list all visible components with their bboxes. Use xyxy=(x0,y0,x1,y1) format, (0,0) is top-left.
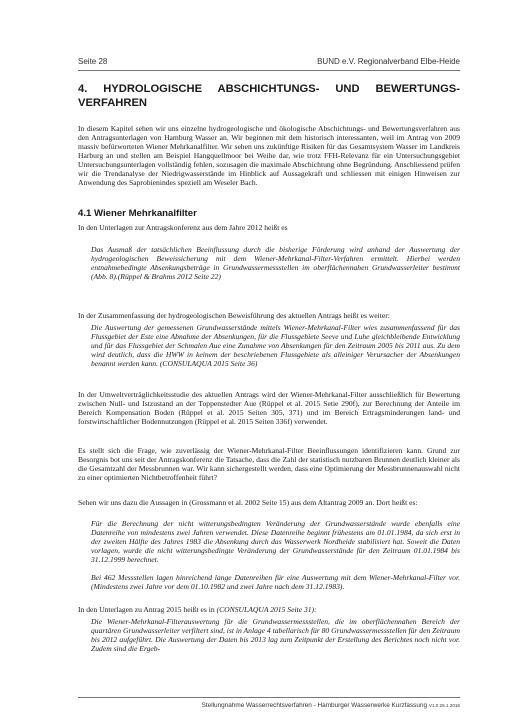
intro-paragraph: In diesem Kapitel sehen wir uns einzelne hydrogeologische und ökologische Abschichtungs- und Bewertungsverfahren aus den Antragsunterlagen von Hamburg Wasser an. Wir beginnen mit dem historisch interessanten, weil im Antrag von 2009 massiv befürworteten Wiener Mehrkanalfilter. Wir sehen uns zukünftige Risiken für das Gesamtsystem Wasser im Landkreis Harburg an und stellen am Beispiel Hangquellmoor bei Weihe dar, wie trotz FFH-Relevanz für ein Untersuchungsgebiet Untersuchungsunterlagen vollständig fehlen, sozusagen die maximale Abschichtung ohne Begründung. Anschliessend prüfen wir die Trendanalyse der Niedrigwasserstände im Hinblick auf Aussagekraft und schliessen mit einigen Hinweisen zur Anwendung des Saprobienindes speziell am Weseler Bach. xyxy=(78,124,460,188)
paragraph-5-lead: Sehen wir uns dazu die Aussagen in (Grossmann et al. 2002 Seite 15) aus dem Altantrag 2009 an. Dort heißt es: xyxy=(78,498,418,507)
paragraph-6-citation: (CONSULAQUA 2015 Seite 31): xyxy=(216,605,317,614)
paragraph-4: Es stellt sich die Frage, wie zuverlässig der Wiener-Mehrkanal-Filter Beeinflussungen identifizieren kann. Grund zur Besorgnis bot uns seit der Antragskonferenz die Tatsache, dass die Zahl der statistisch nutzbaren Brunnen deutlich kleiner als die Gesamtzahl der Messbrunnen war. Wir kann sichergestellt werden, dass eine Optimierung der Messbrunnenauswahl nicht zu einer optimierten Nichtbetroffenheit führt? xyxy=(78,446,460,483)
quote-3: Für die Berechnung der nicht witterungsbedingten Veränderung der Grundwasserstände wurde ebenfalls eine Datenreihe von mindestens zwei Jahren verwendet. Diese Datenreihe beginnt frühestens am 01.01.1984, da sich erst in der zweiten Hälfte des Jahres 1983 die Absenkung durch das Wasserwerk Nordheide stabilisiert hat. Soweit die Daten vorlagen, wurde die nicht witterungsbedingte Veränderung der Grundwasserstände für den Zeitraum 01.01.1984 bis 31.12.1999 berechnet. xyxy=(91,519,460,565)
paragraph-3: In der Umweltverträglichkeitsstudie des aktuellen Antrags wird der Wiener-Mehrkanal-Filter ausschließlich für Bewertung zwischen Null- und Istzustand an der Toppenstedter Aue (Rüppel et al. 2015 Setie 290f), zur Berechnung der Anteile im Bereich Kompensation Boden (Rüppel et al. 2015 Seiten 305, 371) und im Bereich Ertragsminderungen land- und forstwirtschaftlicher Bodennutzungen (Rüppel et al. 2015 Seiten 336f) verwendet. xyxy=(78,390,460,427)
chapter-title xyxy=(78,82,460,110)
page-footer xyxy=(202,702,460,709)
footer-text: Stellungnahme Wasserrechtsverfahren - Hamburger Wasserwerke Kurzfassung xyxy=(201,702,428,709)
paragraph-1-lead: In den Unterlagen zur Antragskonferenz aus dem Jahre 2012 heißt es xyxy=(78,223,288,232)
header-organization: BUND e.V. Regionalverband Elbe-Heide xyxy=(317,57,460,66)
page-number: Seite 28 xyxy=(78,57,108,66)
paragraph-6-lead xyxy=(78,605,460,614)
paragraph-6-text: In den Unterlagen zu Antrag 2015 heißt es in xyxy=(78,605,215,614)
header-rule xyxy=(78,70,460,71)
chapter-title-line-1: 4. HYDROLOGISCHE ABSCHICHTUNGS- UND BEWERTUNGS- xyxy=(78,83,460,95)
quote-5: Die Wiener-Mehrkanal-Filterauswertung für die Grundwassermessstellen, die im oberflächennahen Bereich der quartären Grundwasserleiter verfiltert sind, ist in Anlage 4 tabellarisch für 80 Grundwassermessstellen für den Zeitraum bis 2012 aufgeführt. Die Auswertung der Daten bis 2013 lag zum Zeitpunkt der Erstellung des Berichtes noch nicht vor. Zudem sind die Ergeb- xyxy=(91,617,460,654)
section-title: 4.1 Wiener Mehrkanalfilter xyxy=(78,208,197,219)
footer-rule xyxy=(78,697,460,698)
page-header xyxy=(78,57,460,69)
quote-1: Das Ausmaß der tatsächlichen Beeinflussung durch die bisherige Förderung wird anhand der Auswertung der hydrogeologischen Beweissicherung mit dem Wiener-Mehrkanal-Filter-Verfahren ermittelt. Hierbei werden entnahmebedingte Absenkungsbeträge in Grundwassermessstellen im oberflächennahen Grundwasserleiter bestimmt (Abb. 8).(Rüppel & Brahms 2012 Seite 22) xyxy=(91,245,460,282)
quote-4: Bei 462 Messstellen lagen hinreichend lange Datenreihen für eine Auswertung mit dem Wiener-Mehrkanal-Filter vor. (Mindestens zwei Jahre vor dem 01.10.1982 und zwei Jahre nach dem 31.12.1983). xyxy=(91,573,460,592)
paragraph-2-lead: In der Zusammenfassung der hydrogeologischen Beweisführung des aktuellen Antrags heißt es weiter: xyxy=(78,311,390,320)
chapter-title-line-2: VERFAHREN xyxy=(78,97,147,109)
quote-2: Die Auswertung der gemessenen Grundwasserstände mittels Wiener-Mehrkanal-Filter wies zusammenfassend für das Flussgebiet der Este eine Abnahme der Absenkungen, für die Flussgebiete Seeve und Luhe gleichbleibende Entwicklung und für das Flussgebiet der Schmalen Aue eine Zunahme von Absenkungen für den Zeitraum 2005 bis 2011 aus. Zu dem wird deutlich, dass die HWW in keinem der beschriebenen Flussgebiete als alleiniger Verursacher der Absenkungen benannt werden kann. (CONSULAQUA 2015 Seite 36) xyxy=(91,323,460,369)
footer-version: V1.0 26.1.2016 xyxy=(428,703,460,708)
